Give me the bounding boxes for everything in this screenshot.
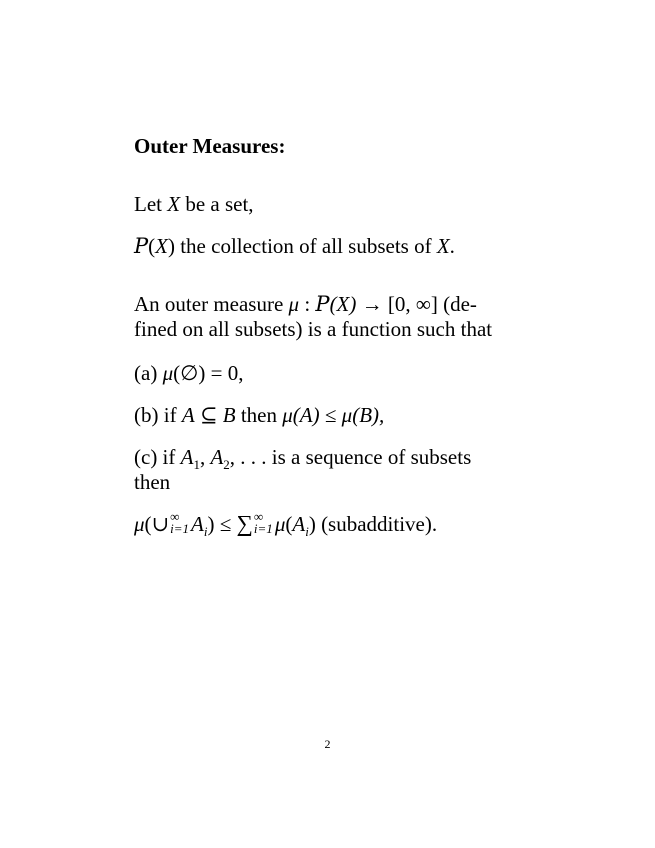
mu-symbol: μ [341, 403, 353, 427]
text: (de- [437, 292, 477, 316]
text: ) [167, 234, 175, 258]
text: (b) if [134, 403, 182, 427]
var-a2: A [210, 445, 224, 469]
text: ) [308, 512, 316, 536]
union-upper: ∞ [170, 509, 180, 525]
text: , [199, 445, 211, 469]
condition-a [134, 361, 243, 385]
text: the collection of all subsets of [174, 234, 437, 258]
subscript: i [305, 524, 309, 540]
var-x: X [155, 234, 168, 258]
mu-symbol: μ [134, 512, 145, 536]
mu-symbol: μ [282, 403, 293, 427]
var-b: B [222, 403, 236, 427]
subadditive-formula [134, 509, 438, 540]
var-a1: A [180, 445, 194, 469]
text: (X) [329, 292, 357, 316]
condition-c-line-1 [134, 445, 472, 473]
leq-symbol: ≤ [214, 512, 237, 536]
subscript: 2 [223, 457, 230, 473]
sum-upper: ∞ [253, 509, 264, 525]
text: (subadditive). [315, 512, 438, 536]
arrow-symbol: → [356, 292, 388, 316]
definition-line-2: fined on all subsets) is a function such that [134, 317, 493, 341]
sum-limits [254, 511, 273, 535]
text: Let [134, 192, 168, 216]
subscript: i [203, 524, 208, 540]
powerset-symbol: P [134, 234, 149, 258]
text: (B), [352, 403, 385, 427]
text: , . . . [229, 445, 267, 469]
mu-symbol: μ [274, 512, 286, 536]
text: ( [148, 234, 156, 258]
page-number: 2 [324, 737, 331, 751]
var-x: X [436, 234, 450, 258]
text: (a) [134, 361, 163, 385]
condition-c-line-2: then [134, 470, 171, 494]
text: : [299, 292, 316, 316]
union-limits [170, 511, 189, 535]
text: ) [207, 512, 215, 536]
text: . [449, 234, 455, 258]
var-a: A [191, 512, 204, 536]
mu-symbol: μ [288, 292, 300, 316]
interval: [0, ∞] [387, 292, 438, 316]
powerset-line [134, 234, 455, 258]
condition-b [134, 403, 384, 427]
page-title: Outer Measures: [134, 134, 286, 158]
mu-symbol: μ [162, 361, 174, 385]
text: ( [285, 512, 293, 536]
text: (A) [292, 403, 320, 427]
sum-symbol: ∑ [236, 511, 253, 536]
text: is a sequence of subsets [266, 445, 472, 469]
union-lower: i=1 [170, 521, 190, 537]
text: (∅) = 0, [173, 361, 244, 385]
sum-lower: i=1 [253, 521, 273, 537]
powerset-symbol: P [315, 292, 330, 316]
subset-symbol: ⊆ [194, 403, 223, 427]
leq-symbol: ≤ [319, 403, 342, 427]
var-a: A [292, 512, 306, 536]
set-definition-line [134, 192, 254, 216]
var-a: A [181, 403, 195, 427]
subscript: 1 [193, 457, 200, 473]
text: be a set, [180, 192, 254, 216]
text: then [235, 403, 283, 427]
text: (c) if [134, 445, 181, 469]
var-x: X [167, 192, 181, 216]
union-open: (∪ [144, 512, 170, 536]
text: An outer measure [134, 292, 289, 316]
definition-line-1 [134, 292, 477, 316]
